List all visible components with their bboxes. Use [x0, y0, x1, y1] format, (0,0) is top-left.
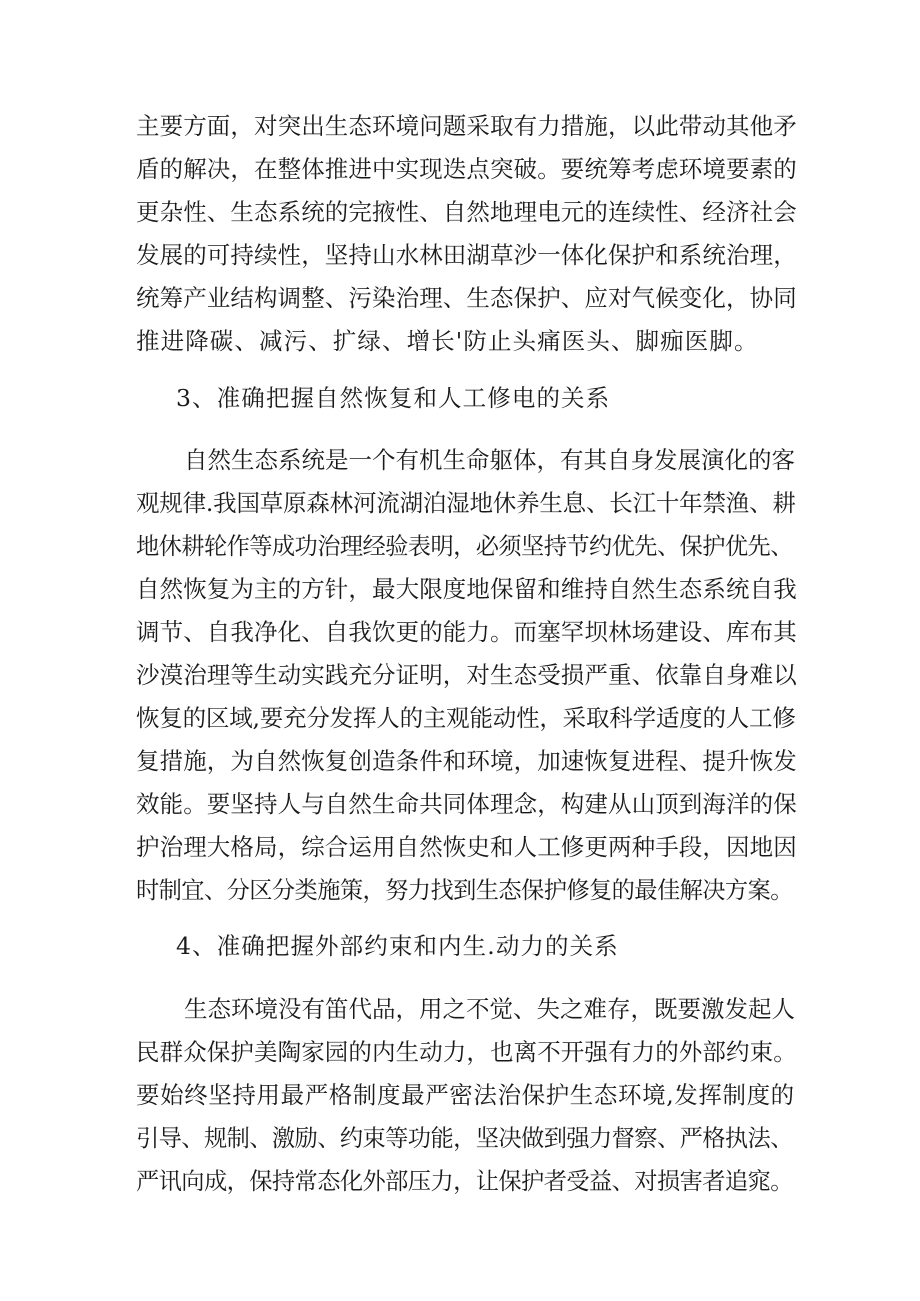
paragraph-line: 引导、规制、激励、约束等功能，坚决做到强力督察、严格执法、	[136, 1125, 793, 1152]
paragraph-line: 统筹产业结构调整、污染治理、生态保护、应对气候变化，协同	[136, 284, 797, 312]
paragraph-line: 盾的解决，在整体推进中实现迭点突破。要统筹考虑环境要素的	[136, 155, 797, 183]
paragraph-line: 沙漠治理等生动实践充分证明，对生态受损严重、依靠自身难以	[136, 661, 797, 689]
paragraph-3	[136, 988, 796, 1203]
paragraph-line: 时制宜、分区分类施策，努力找到生态保护修复的最佳解决方案。	[136, 877, 793, 904]
paragraph-line: 发展的可持续性，坚持山水林田湖草沙一体化保护和系统治理，	[136, 241, 797, 269]
paragraph-line: 效能。要坚持人与自然生命共同体理念，构建从山顶到海洋的保	[136, 790, 797, 818]
heading-text: 3、准确把握自然恢复和人工修电的关系	[176, 384, 611, 412]
paragraph-1	[136, 105, 796, 363]
paragraph-line: 要始终坚持用最严格制度最严密法治保护生态环境,发挥制度的	[136, 1081, 795, 1109]
paragraph-line: 观规律.我国草原森林河流湖泊湿地休养生息、长江十年禁渔、耕	[136, 489, 796, 517]
paragraph-line: 推进降碳、减污、扩绿、增长'防止头痛医头、脚痂医脚。	[136, 327, 759, 355]
heading-text: 4、准确把握外部约束和内生.动力的关系	[176, 932, 619, 960]
paragraph-line: 主要方面，对突出生态环境问题采取有力措施，以此带动其他矛	[136, 112, 797, 140]
paragraph-line: 严讯向成，保持常态化外部压力，让保护者受益、对损害者追窕。	[136, 1168, 793, 1195]
paragraph-line: 自然恢复为主的方针，最大限度地保留和维持自然生态系统自我	[136, 575, 797, 603]
paragraph-line: 恢复的区域,要充分发挥人的主观能动性，采取科学适度的人工修	[136, 704, 796, 732]
section-heading-3	[136, 377, 796, 420]
paragraph-line: 更杂性、生态系统的完掖性、自然地理电元的连续性、经济社会	[136, 198, 797, 226]
paragraph-line: 调节、自我净化、自我饮更的能力。而塞罕坝林场建设、库布其	[136, 618, 797, 646]
section-heading-4	[136, 925, 796, 968]
paragraph-2	[136, 439, 796, 912]
paragraph-line: 地休耕轮作等成功治理经验表明，必须坚持节约优先、保护优先、	[136, 533, 793, 560]
paragraph-line: 生态环境没有笛代品，用之不觉、失之难存，既要激发起人	[184, 995, 795, 1023]
paragraph-line: 自然生态系统是一个有机生命躯体，有其自身发展演化的客	[184, 446, 795, 474]
paragraph-line: 复措施，为自然恢复创造条件和环境，加速恢复进程、提升恢发	[136, 747, 797, 775]
paragraph-line: 民群众保护美陶家园的内生动力，也离不开强有力的外部约束。	[136, 1038, 797, 1066]
paragraph-line: 护治理大格局，综合运用自然恢史和人工修更两种手段，因地因	[136, 833, 797, 861]
